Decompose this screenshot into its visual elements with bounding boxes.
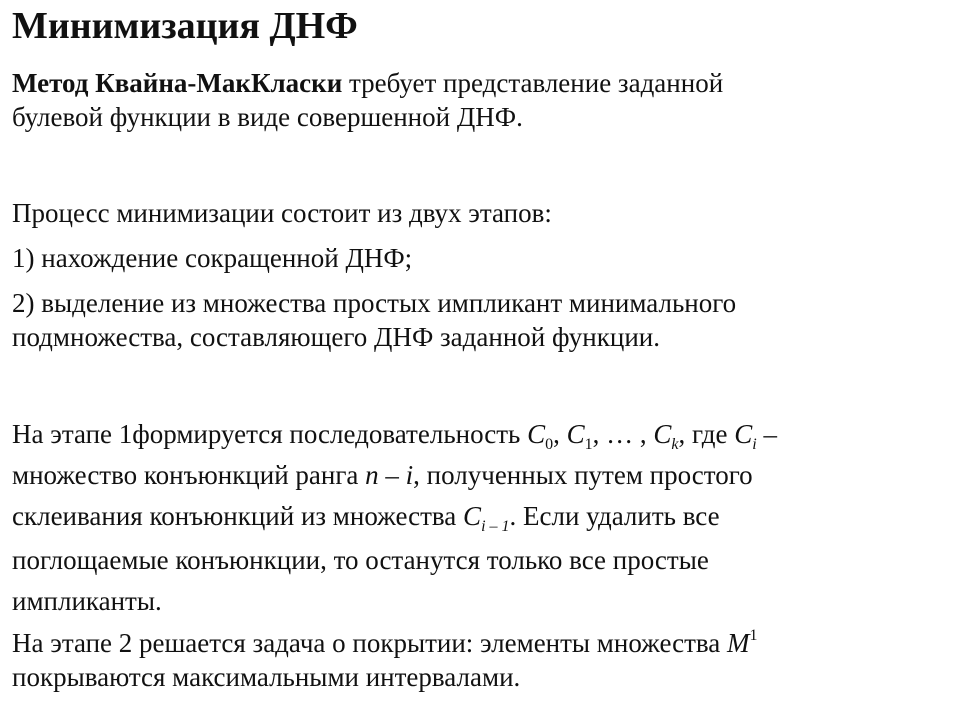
- stage-1-prefix: На этапе 1формируется последовательность: [12, 419, 528, 449]
- step-1: 1) нахождение сокращенной ДНФ;: [12, 243, 413, 273]
- set-ck-subscript: k: [671, 436, 679, 453]
- stage-1-line-2: [12, 456, 942, 494]
- set-c1-symbol: C: [566, 419, 585, 449]
- stage-1-line-3: [12, 494, 942, 538]
- rank-expression: n – i: [365, 460, 414, 490]
- stage-1-line-5: импликанты.: [12, 586, 162, 616]
- set-ci-subscript: i: [752, 436, 757, 453]
- set-ci-minus-1-subscript: i – 1: [481, 518, 510, 535]
- comma-separator: ,: [553, 419, 567, 449]
- set-c0-symbol: C: [527, 419, 546, 449]
- stage-1-line-3-b: . Если удалить все: [509, 501, 720, 531]
- stage-1-line-3-a: склеивания конъюнкций из множества: [12, 501, 464, 531]
- set-c0-subscript: 0: [545, 436, 554, 453]
- method-line-1: [12, 66, 942, 100]
- set-ci-symbol: C: [734, 419, 753, 449]
- stage-1-line-1: [12, 412, 942, 456]
- ellipsis-separator: , … ,: [592, 419, 654, 449]
- method-paragraph: [12, 66, 942, 134]
- stage-1-line-2-b: , полученных путем простого: [413, 460, 753, 490]
- method-term: Метод Квайна-МакКласки: [12, 68, 343, 98]
- stage-1-paragraph: [12, 412, 942, 620]
- dash-separator: –: [756, 419, 777, 449]
- where-word: , где: [678, 419, 735, 449]
- set-m-symbol: M: [727, 628, 750, 658]
- process-intro: Процесс минимизации состоит из двух этапов:: [12, 198, 552, 228]
- method-line-1-text: требует представление заданной: [342, 68, 724, 98]
- step-2-line-2: подмножества, составляющего ДНФ заданной функции.: [12, 322, 660, 352]
- step-2-line-1: 2) выделение из множества простых импликант минимального: [12, 288, 737, 318]
- stage-2-line-1-text: На этапе 2 решается задача о покрытии: элементы множества: [12, 628, 728, 658]
- set-ci-minus-1-symbol: C: [463, 501, 482, 531]
- set-ck-symbol: C: [653, 419, 672, 449]
- set-m-superscript: 1: [749, 627, 758, 644]
- step-2: [12, 286, 942, 354]
- set-c1-subscript: 1: [584, 436, 593, 453]
- stage-2-line-1: [12, 626, 942, 660]
- stage-1-line-2-a: множество конъюнкций ранга: [12, 460, 366, 490]
- method-line-2: булевой функции в виде совершенной ДНФ.: [12, 102, 523, 132]
- page-title: Минимизация ДНФ: [12, 5, 358, 47]
- stage-1-line-4: поглощаемые конъюнкции, то останутся только все простые: [12, 545, 709, 575]
- stage-2-paragraph: [12, 626, 942, 694]
- stage-2-line-2: покрываются максимальными интервалами.: [12, 662, 521, 692]
